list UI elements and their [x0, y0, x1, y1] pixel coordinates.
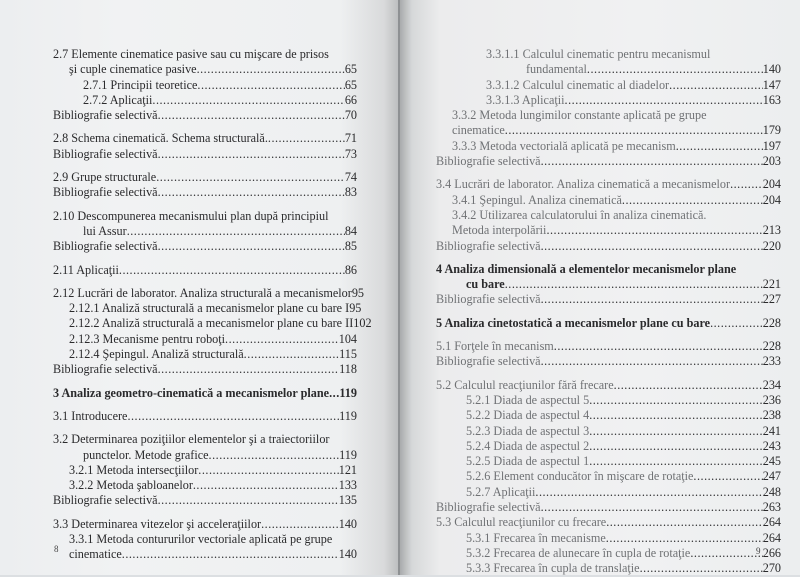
entry-title: 5 Analiza cinetostatică a mecanismelor plane cu bare	[436, 315, 711, 330]
toc-entry	[436, 123, 781, 138]
toc-chapter: 4 Analiza dimensională a elementelor mecanismelor plane	[436, 261, 737, 276]
entry-title: 2.11 Aplicaţii	[53, 262, 119, 277]
toc-entry	[436, 93, 781, 108]
dot-leader	[589, 424, 763, 439]
entry-title: 3.4.1 Şepingul. Analiza cinematică	[452, 192, 622, 207]
dot-leader	[541, 292, 763, 307]
dot-leader	[127, 409, 339, 424]
dot-leader	[158, 185, 345, 200]
entry-title: Bibliografie selectivă	[53, 146, 158, 161]
toc-entry	[53, 362, 357, 377]
entry-page: 227	[762, 292, 781, 307]
toc-entry	[53, 332, 357, 347]
dot-leader	[541, 239, 763, 254]
entry-page: 95	[351, 285, 364, 300]
dot-leader	[261, 517, 339, 532]
entry-title: 2.12.3 Mecanisme pentru roboţi	[69, 331, 226, 346]
toc-entry: 2.10 Descompunerea mecanismului plan după principiul	[53, 208, 329, 223]
entry-page: 140	[338, 516, 357, 531]
entry-page: 121	[338, 462, 357, 477]
entry-page: 102	[353, 316, 372, 331]
entry-title: cu bare	[466, 277, 505, 292]
toc-entry	[436, 154, 781, 169]
toc-entry	[53, 93, 357, 108]
entry-title: 2.12 Lucrări de laborator. Analiza structurală a mecanismelor	[53, 285, 352, 300]
toc-entry	[436, 531, 781, 546]
entry-page: 65	[344, 62, 357, 77]
entry-title: 5.3.2 Frecarea de alunecare în cupla de rotaţie	[466, 545, 691, 560]
entry-page: 264	[762, 515, 781, 530]
toc-entry	[53, 62, 357, 77]
toc-right	[436, 47, 781, 577]
dot-leader	[505, 277, 763, 292]
entry-page: 119	[339, 408, 357, 423]
dot-leader	[158, 493, 339, 508]
entry-title: 3.3.1.3 Aplicaţii	[486, 92, 565, 107]
dot-leader	[606, 531, 763, 546]
toc-entry	[53, 463, 357, 478]
entry-title: 5.3.1 Frecarea în mecanisme	[466, 530, 606, 545]
toc-entry	[53, 224, 357, 239]
entry-page: 245	[762, 454, 781, 469]
entry-page: 197	[762, 138, 781, 153]
left-page	[0, 0, 400, 575]
toc-entry	[436, 223, 781, 238]
entry-title: 5.3.3 Frecarea în cupla de translaţie	[466, 561, 640, 576]
entry-page: 203	[762, 154, 781, 169]
toc-entry	[436, 378, 781, 393]
toc-entry	[436, 393, 781, 408]
toc-entry	[436, 193, 781, 208]
dot-leader	[193, 478, 339, 493]
toc-entry	[53, 263, 357, 278]
toc-entry	[436, 139, 781, 154]
entry-title: 5.2.2 Diada de aspectul 4	[466, 408, 590, 423]
entry-title: şi cuple cinematice pasive	[69, 62, 197, 77]
toc-entry	[436, 546, 781, 561]
entry-page: 163	[762, 92, 781, 107]
entry-page: 140	[762, 62, 781, 77]
dot-leader	[152, 93, 344, 108]
entry-page: 70	[344, 108, 357, 123]
dot-leader	[505, 123, 763, 138]
dot-leader	[197, 62, 345, 77]
toc-entry	[436, 354, 781, 369]
dot-leader	[158, 239, 345, 254]
toc-left	[53, 47, 372, 563]
entry-title: 5.2 Calculul reacţiunilor fără frecare	[436, 377, 614, 392]
entry-page: 65	[344, 77, 357, 92]
entry-page: 234	[762, 377, 781, 392]
entry-title: 2.12.4 Şepingul. Analiză structurală	[69, 347, 244, 362]
toc-entry	[436, 454, 781, 469]
entry-page: 66	[344, 92, 357, 107]
toc-entry	[53, 547, 357, 562]
entry-page: 86	[344, 262, 357, 277]
entry-page: 220	[762, 238, 781, 253]
entry-title: 5.2.4 Diada de aspectul 2	[466, 438, 590, 453]
toc-entry: 3.4.2 Utilizarea calculatorului în analiza cinematică.	[452, 207, 707, 222]
toc-entry	[53, 285, 364, 301]
dot-leader	[730, 177, 763, 192]
dot-leader	[158, 362, 340, 377]
toc-entry	[436, 561, 781, 576]
toc-chapter	[53, 386, 357, 401]
entry-title: 2.7.1 Principii teoretice	[83, 77, 198, 92]
dot-leader	[156, 170, 345, 185]
entry-title: 3.3 Determinarea vitezelor şi acceleraţiilor	[53, 516, 262, 531]
entry-page: 74	[344, 170, 357, 185]
entry-page: 228	[762, 339, 781, 354]
entry-page: 238	[762, 408, 781, 423]
dot-leader	[622, 193, 763, 208]
dot-leader	[541, 154, 763, 169]
entry-title: Bibliografie selectivă	[53, 239, 158, 254]
toc-entry	[53, 301, 362, 316]
entry-page: 135	[338, 493, 357, 508]
toc-entry	[53, 108, 357, 123]
entry-page: 115	[339, 347, 357, 362]
entry-page: 179	[762, 123, 781, 138]
toc-entry	[53, 131, 357, 146]
toc-chapter	[436, 316, 781, 331]
toc-entry: 3.3.2 Metoda lungimilor constante aplicată pe grupe	[452, 108, 707, 123]
entry-title: punctelor. Metode grafice	[83, 447, 209, 462]
toc-entry	[53, 493, 357, 508]
entry-page: 241	[762, 423, 781, 438]
entry-page: 233	[762, 354, 781, 369]
toc-entry	[436, 78, 781, 93]
entry-page: 204	[762, 177, 781, 192]
dot-leader	[541, 500, 763, 515]
entry-title: 2.9 Grupe structurale	[53, 170, 157, 185]
toc-entry	[436, 485, 781, 500]
entry-title: Bibliografie selectivă	[53, 362, 158, 377]
entry-title: 3.3.3 Metoda vectorială aplicată pe mecanism	[452, 138, 676, 153]
toc-entry	[53, 316, 372, 331]
dot-leader	[244, 347, 340, 362]
page-number: 8	[54, 544, 59, 554]
toc-entry: 3.3.1 Metoda contururilor vectoriale aplicată pe grupe	[69, 532, 333, 547]
toc-entry	[436, 292, 781, 307]
entry-page: 247	[762, 469, 781, 484]
entry-title: 3.1 Introducere	[53, 408, 128, 423]
entry-page: 248	[762, 484, 781, 499]
entry-page: 83	[344, 185, 357, 200]
entry-title: 3 Analiza geometro-cinematică a mecanismelor plane	[53, 385, 330, 400]
toc-entry	[53, 409, 357, 424]
entry-page: 118	[339, 362, 357, 377]
entry-page: 204	[762, 192, 781, 207]
entry-title: 3.2.1 Metoda intersecţiilor	[69, 462, 199, 477]
entry-title: 5.2.1 Diada de aspectul 5	[466, 392, 590, 407]
toc-entry	[436, 339, 781, 354]
entry-page: 213	[762, 223, 781, 238]
entry-title: 5.2.5 Diada de aspectul 1	[466, 454, 590, 469]
entry-page: 243	[762, 438, 781, 453]
dot-leader	[587, 62, 763, 77]
entry-title: cinematice	[69, 547, 122, 562]
dot-leader	[541, 354, 763, 369]
entry-title: Bibliografie selectivă	[53, 493, 158, 508]
dot-leader	[589, 408, 763, 423]
entry-title: 3.4 Lucrări de laborator. Analiza cinematică a mecanismelor	[436, 177, 731, 192]
entry-page: 85	[344, 239, 357, 254]
entry-page: 104	[338, 331, 357, 346]
dot-leader	[589, 454, 763, 469]
dot-leader	[546, 223, 762, 238]
entry-title: Bibliografie selectivă	[436, 500, 541, 515]
dot-leader	[329, 386, 339, 401]
entry-title: 5.3 Calculul reacţiunilor cu frecare	[436, 515, 607, 530]
dot-leader	[710, 316, 763, 331]
entry-title: cinematice	[452, 123, 505, 138]
entry-title: lui Assur	[83, 223, 127, 238]
entry-title: Bibliografie selectivă	[53, 185, 158, 200]
toc-entry	[53, 448, 357, 463]
dot-leader	[127, 224, 345, 239]
entry-page: 95	[349, 301, 362, 316]
dot-leader	[268, 131, 345, 146]
toc-entry	[53, 147, 357, 162]
toc-entry	[436, 424, 781, 439]
toc-entry: 2.7 Elemente cinematice pasive sau cu mişcare de prisos	[53, 47, 329, 61]
toc-chapter	[436, 277, 781, 292]
entry-title: 5.1 Forţele în mecanism	[436, 339, 554, 354]
entry-page: 228	[762, 315, 781, 330]
entry-page: 140	[338, 547, 357, 562]
toc-entry: 3.2 Determinarea poziţiilor elementelor şi a traiectoriilor	[53, 432, 330, 447]
toc-entry	[436, 239, 781, 254]
entry-title: fundamental	[526, 62, 587, 77]
entry-page: 119	[339, 447, 357, 462]
entry-title: 2.12.1 Analiză structurală a mecanismelor plane cu bare I	[69, 301, 350, 316]
right-page	[400, 0, 800, 575]
entry-page: 236	[762, 392, 781, 407]
dot-leader	[122, 547, 339, 562]
toc-entry	[53, 78, 357, 93]
entry-page: 270	[762, 561, 781, 576]
entry-page: 221	[762, 277, 781, 292]
dot-leader	[614, 378, 763, 393]
entry-title: 3.3.1.2 Calculul cinematic al diadelor	[486, 77, 670, 92]
toc-entry	[436, 408, 781, 423]
page-number: 9	[756, 546, 761, 556]
dot-leader	[589, 439, 763, 454]
dot-leader	[690, 546, 762, 561]
dot-leader	[158, 108, 345, 123]
entry-page: 147	[762, 77, 781, 92]
toc-entry	[53, 239, 357, 254]
dot-leader	[554, 339, 763, 354]
toc-entry	[436, 500, 781, 515]
toc-entry	[53, 170, 357, 185]
dot-leader	[693, 469, 762, 484]
dot-leader	[119, 263, 345, 278]
dot-leader	[669, 78, 763, 93]
toc-entry	[436, 177, 781, 192]
toc-entry	[436, 439, 781, 454]
entry-page: 73	[344, 146, 357, 161]
toc-entry	[436, 469, 781, 484]
entry-title: 3.2.2 Metoda şabloanelor	[69, 478, 193, 493]
toc-entry	[53, 185, 357, 200]
toc-entry	[53, 478, 357, 493]
dot-leader	[565, 93, 763, 108]
dot-leader	[640, 561, 763, 576]
toc-entry: 3.3.1.1 Calculul cinematic pentru mecanismul	[486, 47, 711, 61]
toc-entry	[53, 347, 357, 362]
dot-leader	[676, 139, 763, 154]
entry-page: 266	[762, 545, 781, 560]
entry-title: 5.2.7 Aplicaţii	[466, 484, 536, 499]
dot-leader	[209, 448, 340, 463]
toc-entry	[436, 62, 781, 77]
entry-page: 263	[762, 500, 781, 515]
dot-leader	[225, 332, 339, 347]
entry-title: 2.7.2 Aplicaţii	[83, 92, 153, 107]
dot-leader	[197, 78, 344, 93]
dot-leader	[198, 463, 338, 478]
entry-title: Bibliografie selectivă	[436, 154, 541, 169]
toc-entry	[436, 515, 781, 530]
entry-title: Bibliografie selectivă	[436, 292, 541, 307]
entry-title: Metoda interpolării	[452, 223, 547, 238]
entry-title: Bibliografie selectivă	[436, 354, 541, 369]
dot-leader	[606, 515, 763, 530]
toc-entry	[53, 517, 357, 532]
entry-title: Bibliografie selectivă	[436, 238, 541, 253]
entry-title: 5.2.3 Diada de aspectul 3	[466, 423, 590, 438]
entry-title: 5.2.6 Element conducător în mişcare de rotaţie	[466, 469, 694, 484]
entry-page: 119	[339, 385, 357, 400]
entry-title: Bibliografie selectivă	[53, 108, 158, 123]
entry-page: 71	[344, 131, 357, 146]
dot-leader	[535, 485, 762, 500]
dot-leader	[589, 393, 763, 408]
entry-page: 133	[338, 478, 357, 493]
dot-leader	[158, 147, 345, 162]
entry-title: 2.8 Schema cinematică. Schema structurală.	[53, 131, 268, 146]
entry-page: 264	[762, 530, 781, 545]
entry-title: 2.12.2 Analiză structurală a mecanismelor plane cu bare II	[69, 316, 354, 331]
entry-page: 84	[344, 223, 357, 238]
